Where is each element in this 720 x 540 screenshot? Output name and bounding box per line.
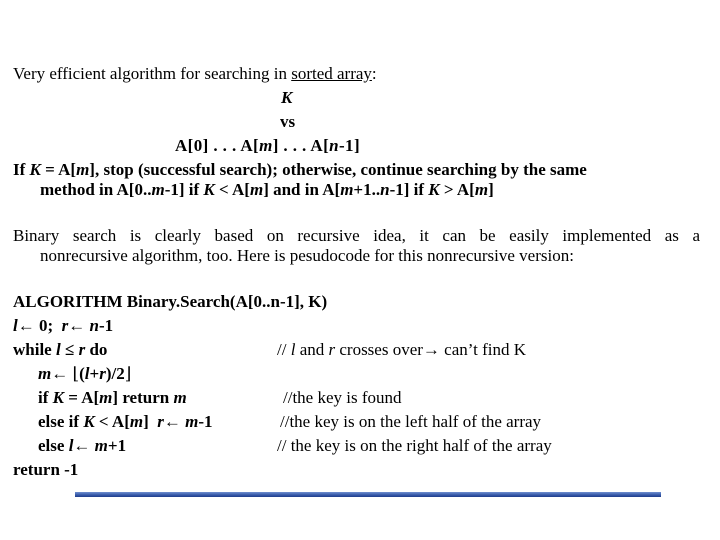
right-arrow-icon: → [422,340,440,359]
intro-colon: : [371,64,377,83]
array-expression: A[0] . . . A[m] . . . A[n-1] [175,136,361,155]
code-return-line: return -1 [13,460,79,479]
intro-text: Very efficient algorithm for searching in [13,64,292,83]
rule-line-1: If K = A[m], stop (successful search); otherwise, continue searching by the same [13,160,587,179]
rule-line-2: method in A[0..m-1] if K < A[m] and in A[m+1..n-1] if K > A[m] [40,180,494,199]
comment-found: //the key is found [283,388,402,407]
sorted-array-link: sorted array [291,64,372,83]
code-else-line: else l← m+1 [38,436,127,455]
code-if-line: if K = A[m] return m [38,388,187,407]
paragraph-line-2: nonrecursive algorithm, too. Here is pesudocode for this nonrecursive version: [40,246,574,265]
algorithm-header: ALGORITHM Binary.Search(A[0..n-1], K) [13,292,328,311]
comment-left-half: //the key is on the left half of the array [280,412,542,431]
code-while-line: while l ≤ r do [13,340,108,359]
code-mid-line: m← ⌊(l+r)/2⌋ [38,364,132,383]
key-symbol: K [281,88,293,107]
comment-while: // l and r crosses over→ can’t find K [277,340,527,359]
footer-divider-bar [75,492,661,497]
code-else-if-line: else if K < A[m] r← m-1 [38,412,213,431]
comment-right-half: // the key is on the right half of the array [277,436,552,455]
vs-label: vs [280,112,296,131]
intro-line [13,64,377,84]
code-init-line: l← 0; r← n-1 [13,316,114,335]
paragraph-line-1: Binary search is clearly based on recursive idea, it can be easily implemented as a [13,226,700,245]
